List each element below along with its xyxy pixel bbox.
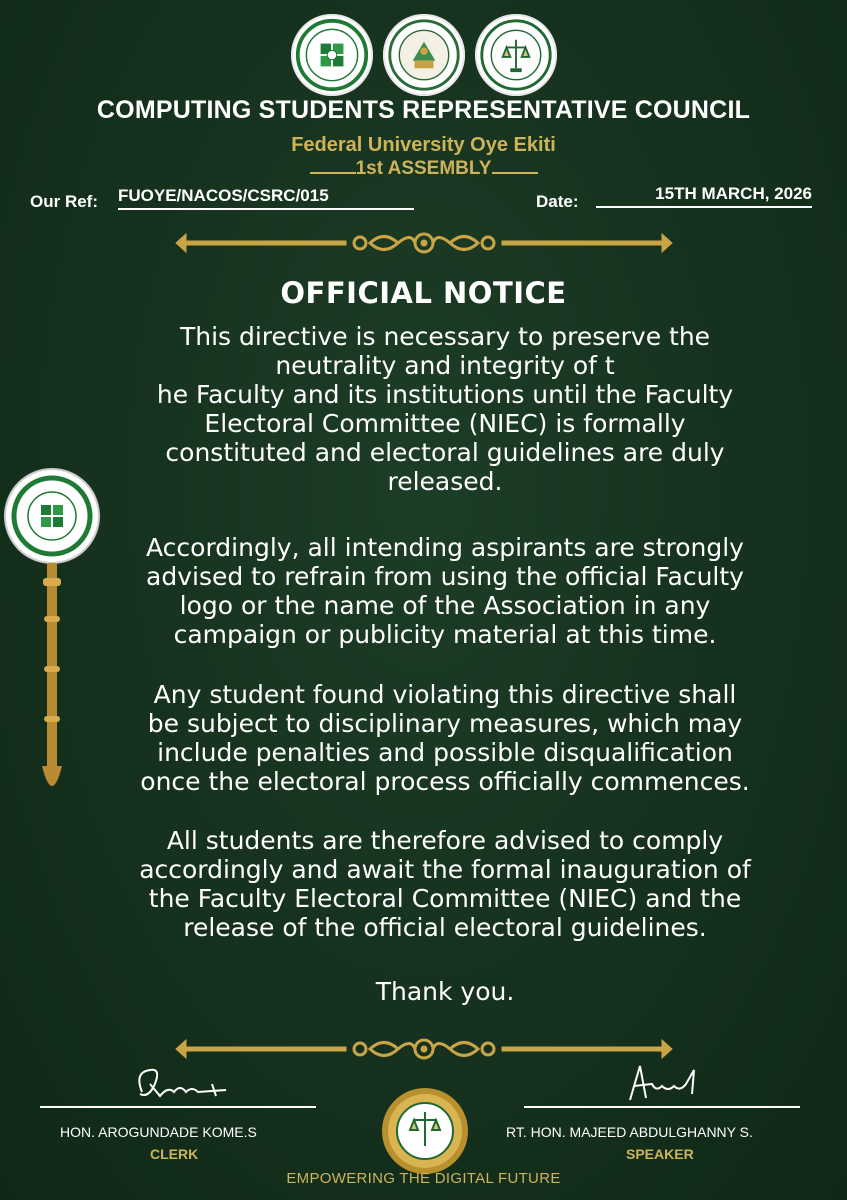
notice-paragraph-1: [70, 322, 820, 496]
nacos-seal-icon: [291, 14, 373, 96]
text-line: All students are therefore advised to comply: [166, 826, 724, 855]
text-line: Electoral Committee (NIEC) is formally: [204, 409, 686, 438]
header-seals: [0, 14, 847, 96]
text-line: the Faculty Electoral Committee (NIEC) and the: [148, 884, 742, 913]
assembly-rule-right: [492, 172, 538, 174]
text-line: be subject to disciplinary measures, which may: [147, 709, 743, 738]
text-line: release of the official electoral guidelines.: [183, 913, 707, 942]
reference-row: [0, 184, 847, 218]
notice-title: OFFICIAL NOTICE: [280, 276, 567, 310]
text-line: advised to refrain from using the official Faculty: [146, 562, 744, 591]
fuoye-seal-icon: [383, 14, 465, 96]
closing-text: Thank you.: [375, 977, 515, 1006]
csrc-seal-icon: [475, 14, 557, 96]
ref-label: Our Ref:: [30, 192, 98, 211]
top-ornament: [172, 228, 676, 258]
text-line: accordingly and await the formal inauguration of: [139, 855, 751, 884]
text-line: include penalties and possible disqualification: [157, 738, 733, 767]
speaker-signature-line: [524, 1106, 800, 1108]
notice-paragraph-2: [70, 533, 820, 649]
text-line: released.: [387, 467, 503, 496]
text-line: This directive is necessary to preserve the: [179, 322, 711, 351]
clerk-role: CLERK: [150, 1146, 199, 1162]
council-title: COMPUTING STUDENTS REPRESENTATIVE COUNCIL: [96, 96, 751, 124]
gold-seal-icon: [380, 1086, 470, 1176]
speaker-signature-icon: [622, 1062, 702, 1106]
mace-icon: [2, 466, 102, 806]
speaker-role: SPEAKER: [626, 1146, 694, 1162]
speaker-name: RT. HON. MAJEED ABDULGHANNY S.: [506, 1124, 753, 1140]
clerk-signature-icon: [128, 1062, 238, 1106]
notice-paragraph-4: [70, 826, 820, 942]
text-line: once the electoral process officially commences.: [140, 767, 750, 796]
clerk-signature-line: [40, 1106, 316, 1108]
notice-paragraph-3: [70, 680, 820, 796]
date-label: Date:: [536, 192, 579, 211]
clerk-name: HON. AROGUNDADE KOME.S: [60, 1124, 257, 1140]
text-line: campaign or publicity material at this time.: [173, 620, 717, 649]
text-line: constituted and electoral guidelines are duly: [165, 438, 725, 467]
text-line: Any student found violating this directive shall: [153, 680, 737, 709]
date-value: 15TH MARCH, 2026: [596, 184, 812, 208]
text-line: he Faculty and its institutions until the Faculty: [156, 380, 734, 409]
text-line: neutrality and integrity of t: [275, 351, 615, 380]
assembly-label: 1st ASSEMBLY: [355, 158, 492, 179]
bottom-ornament: [172, 1034, 676, 1064]
ref-value: FUOYE/NACOS/CSRC/015: [118, 186, 414, 210]
text-line: logo or the name of the Association in any: [179, 591, 711, 620]
university-name: Federal University Oye Ekiti: [291, 134, 556, 156]
text-line: Accordingly, all intending aspirants are strongly: [146, 533, 744, 562]
footer-tagline: EMPOWERING THE DIGITAL FUTURE: [286, 1170, 561, 1187]
